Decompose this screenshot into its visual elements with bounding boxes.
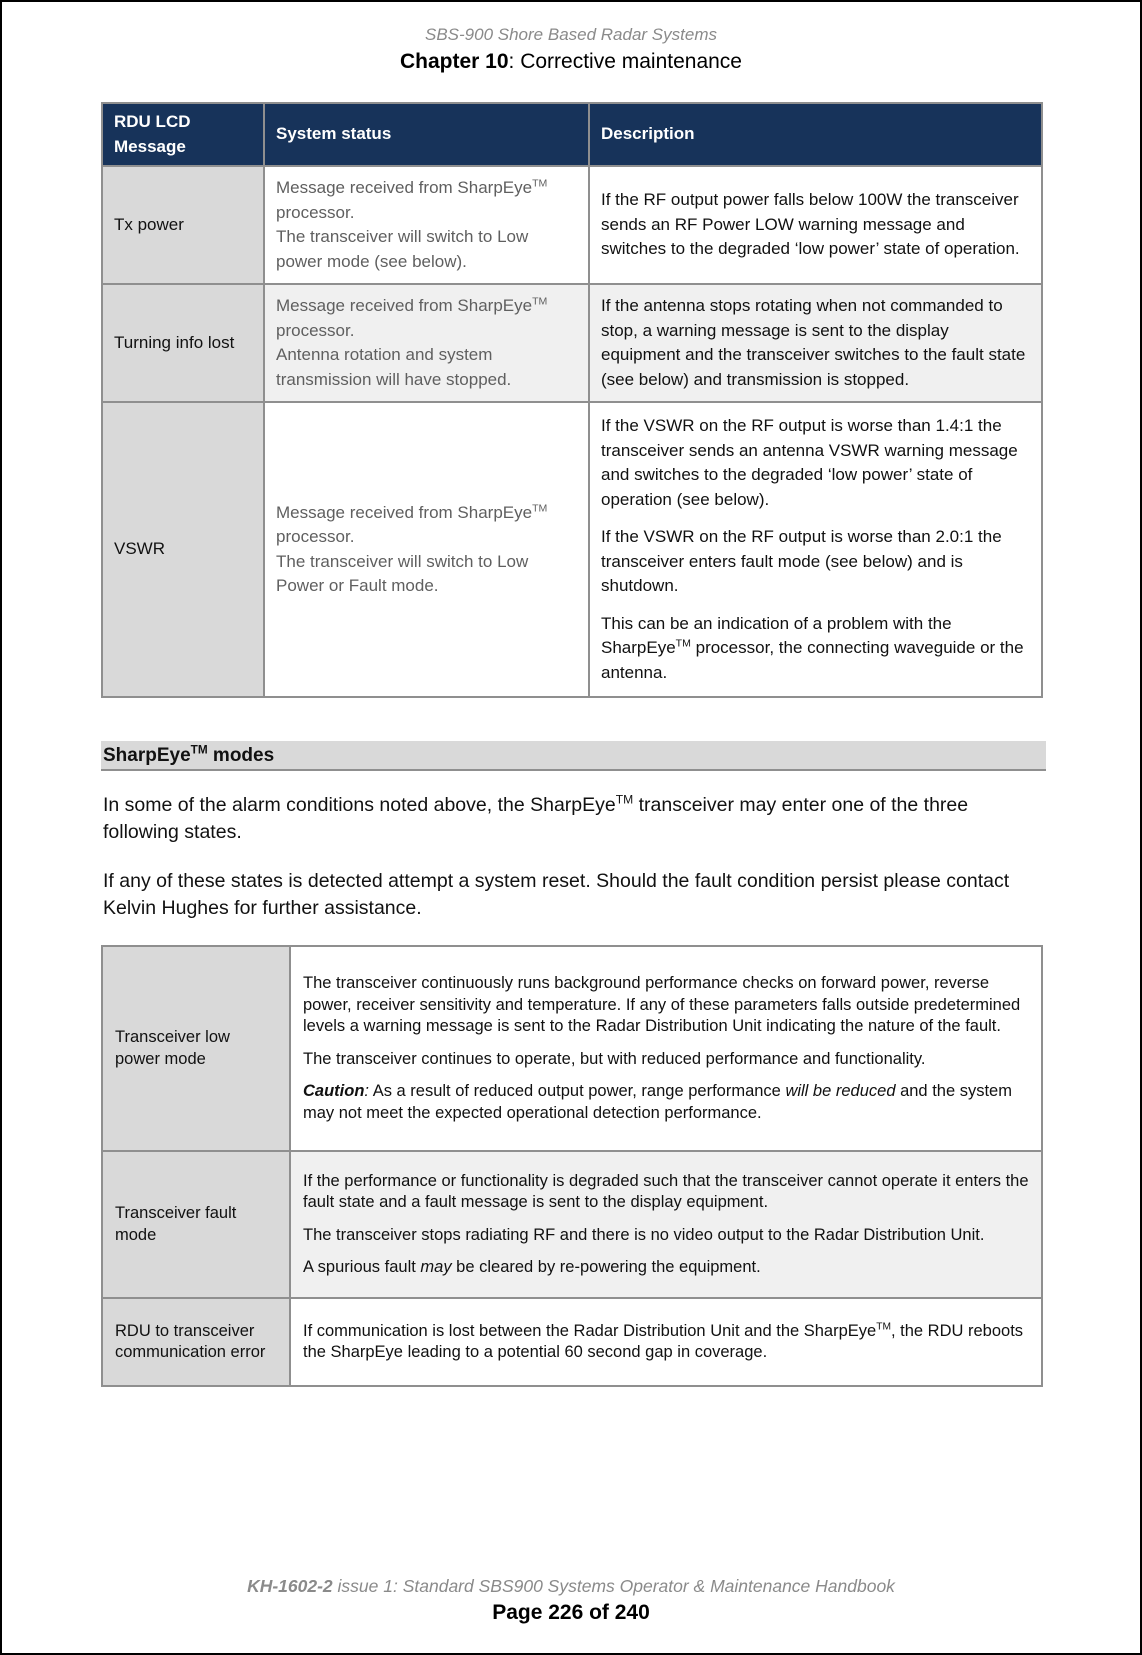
table-row [102,1151,1042,1298]
body-text: In some of the alarm conditions noted above, the SharpEye [103,794,616,816]
description-paragraph: If the RF output power falls below 100W the transceiver sends an RF Power LOW warning message and switches to the degraded ‘low power’ state of operation. [601,190,1020,259]
status-text: The transceiver will switch to Low Power or Fault mode. [276,551,529,595]
table-row [102,284,1042,402]
mode-text: , the RDU reboots the SharpEye leading to a potential 60 second gap in coverage. [303,1321,1024,1361]
caution-colon: : [364,1082,370,1100]
trademark-mark: TM [532,177,548,190]
mode-paragraph: The transceiver continuously runs background performance checks on forward power, reverse power, receiver sensitivity and temperature. If any of these parameters falls outside predetermined levels a warning message is sent to the Radar Distribution Unit indicating the nature of the fault. [303,974,1021,1035]
chapter-heading [2,50,1140,74]
rdu-message-cell: VSWR [102,402,264,697]
mode-paragraph [303,1321,1029,1364]
chapter-title: : Corrective maintenance [508,50,742,73]
rdu-message-cell: Tx power [102,166,264,284]
status-text: processor. [276,527,355,546]
footer-document-title [2,1576,1140,1597]
caution-emphasis: will be reduced [785,1082,896,1100]
trademark-mark: TM [876,1321,891,1332]
caution-paragraph [303,1081,1029,1124]
mode-paragraph [303,1257,1029,1279]
mode-paragraph: The transceiver continues to operate, but with reduced performance and functionality. [303,1049,926,1068]
table-row [102,166,1042,284]
mode-name-cell: Transceiver fault mode [102,1151,290,1298]
mode-paragraph: If the performance or functionality is degraded such that the transceiver cannot operate it enters the fault state and a fault message is sent to the display equipment. [303,1171,1029,1211]
sharpeye-modes-table [101,945,1043,1387]
status-text: Message received from SharpEye [276,502,533,522]
column-header-status: System status [264,103,589,166]
body-paragraph: If any of these states is detected attempt a system reset. Should the fault condition persist please contact Kelvin Hughes for further assistance. [103,870,1010,919]
table-row [102,402,1042,697]
trademark-mark: TM [190,743,208,757]
mode-description-cell [290,1151,1042,1298]
section-heading [101,741,1046,771]
trademark-mark: TM [675,637,691,650]
column-header-message: RDU LCD Message [102,103,264,166]
description-cell [589,166,1042,284]
caution-label: Caution [303,1082,365,1100]
trademark-mark: TM [532,501,548,514]
table-row [102,946,1042,1151]
mode-description-cell [290,1298,1042,1386]
status-text: Message received from SharpEye [276,178,533,197]
mode-paragraph: The transceiver stops radiating RF and there is no video output to the Radar Distribution Unit. [303,1225,985,1244]
caution-text: As a result of reduced output power, range performance [369,1082,786,1100]
body-paragraph [103,792,1043,846]
description-cell [589,402,1042,697]
caution-text: and the system may not meet the expected operational detection performance. [303,1082,1012,1122]
trademark-mark: TM [615,792,634,807]
table-row [102,1298,1042,1386]
mode-text: be cleared by re-powering the equipment. [451,1258,761,1276]
status-text: Message received from SharpEye [276,296,533,315]
description-text: This can be an indication of a problem with the SharpEye [601,613,952,657]
body-text: transceiver may enter one of the three following states. [103,794,969,843]
system-status-cell [264,402,589,697]
footer-document-id: KH-1602-2 [247,1576,333,1596]
system-status-cell [264,166,589,284]
table-header-row [102,103,1042,166]
rdu-message-table [101,102,1043,698]
section-heading-text: SharpEye [103,745,191,766]
trademark-mark: TM [532,295,548,308]
mode-text: If communication is lost between the Radar Distribution Unit and the SharpEye [303,1321,877,1340]
mode-name-cell: Transceiver low power mode [102,946,290,1151]
system-status-cell [264,284,589,402]
mode-emphasis: may [420,1258,452,1276]
description-paragraph: If the VSWR on the RF output is worse than 1.4:1 the transceiver sends an antenna VSWR warning message and switches to the degraded ‘low power’ state of operation (see below). [601,416,1018,509]
description-paragraph: If the antenna stops rotating when not commanded to stop, a warning message is sent to the display equipment and the transceiver switches to the fault state (see below) and transmission is stopped. [601,296,1026,389]
page-number: Page 226 of 240 [492,1601,650,1624]
mode-text: A spurious fault [303,1258,421,1276]
description-paragraph [601,612,1030,686]
column-header-description: Description [589,103,1042,166]
description-paragraph: If the VSWR on the RF output is worse than 2.0:1 the transceiver enters fault mode (see below) and is shutdown. [601,527,1002,595]
running-header-subtitle: SBS-900 Shore Based Radar Systems [425,25,717,44]
status-text: Antenna rotation and system transmission will have stopped. [276,345,512,389]
status-text: The transceiver will switch to Low power mode (see below). [276,227,529,271]
description-cell [589,284,1042,402]
status-text: processor. [276,202,355,222]
rdu-message-cell: Turning info lost [102,284,264,402]
description-text: processor, the connecting waveguide or the antenna. [601,638,1024,682]
status-text: processor. [276,320,355,340]
section-heading-text: modes [207,745,275,766]
mode-name-cell: RDU to transceiver communication error [102,1298,290,1386]
chapter-label: Chapter 10 [400,50,509,73]
footer-document-name: issue 1: Standard SBS900 Systems Operator & Maintenance Handbook [332,1576,895,1596]
mode-description-cell [290,946,1042,1151]
